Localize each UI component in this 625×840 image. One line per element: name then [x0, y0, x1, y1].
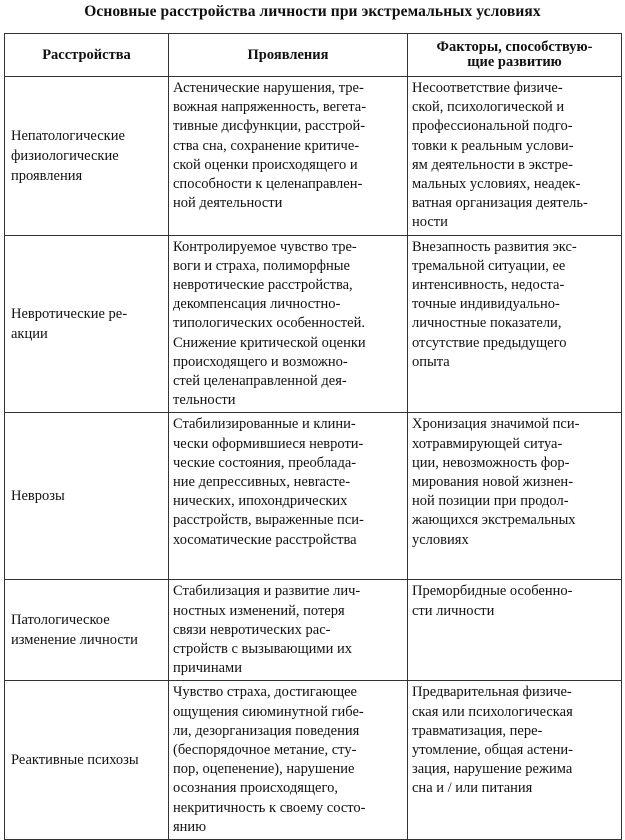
page-title: Основные расстройства личности при экстремальных условиях [84, 3, 541, 20]
manifestation-cell [169, 413, 408, 580]
cell-line: профессиональной подго- [412, 118, 573, 135]
cell-line: тельности [173, 392, 236, 409]
cell-line: Снижение критической оценки [173, 334, 366, 351]
disorder-cell [5, 580, 169, 681]
factors-cell [408, 681, 622, 840]
cell-line: ям деятельности в экстре- [412, 156, 573, 173]
cell-line: Преморбидные особенно- [412, 583, 573, 600]
cell-line: проявления [11, 167, 83, 184]
header-manifestation: Проявления [169, 34, 408, 77]
cell-line: точные индивидуально- [412, 296, 560, 313]
cell-line: физиологические [11, 147, 119, 164]
cell-line: ностных изменений, потеря [173, 602, 345, 619]
cell-line: мирования новой жизнен- [412, 474, 574, 491]
cell-line: изменение личности [11, 632, 138, 649]
cell-line: Патологическое [11, 612, 110, 629]
cell-line: пор, оцепенение), нарушение [173, 761, 355, 778]
cell-line: янию [173, 818, 207, 835]
cell-line: чески оформившиеся невроти- [173, 435, 364, 452]
cell-line: некритичность к своему состо- [173, 799, 366, 816]
cell-line: осознания происходящего, [173, 780, 338, 797]
header-factors [408, 34, 622, 77]
cell-line: Реактивные психозы [11, 752, 139, 769]
cell-line: сна и / или питания [412, 780, 533, 797]
factors-cell [408, 580, 622, 681]
cell-line: воги и страха, полиморфные [173, 257, 350, 274]
cell-line: связи невротических рас- [173, 621, 331, 638]
cell-line: Чувство страха, достигающее [173, 684, 357, 701]
cell-line: условиях [412, 531, 469, 548]
cell-line: типологических особенностей. [173, 315, 365, 332]
cell-line: способности к целенаправлен- [173, 176, 363, 193]
table-row [5, 413, 622, 580]
cell-line: ской, психологической и [412, 99, 565, 116]
cell-line: жающихся экстремальных [412, 512, 576, 529]
table-row [5, 77, 622, 236]
cell-line: Несоответствие физиче- [412, 80, 563, 96]
manifestation-cell [169, 580, 408, 681]
table-row [5, 681, 622, 840]
cell-line: интенсивность, недоста- [412, 277, 565, 294]
cell-line: Астенические нарушения, тре- [173, 80, 364, 96]
disorder-cell [5, 235, 169, 413]
manifestation-cell [169, 681, 408, 840]
table-row [5, 235, 622, 413]
cell-line: ности [412, 214, 448, 231]
cell-line: товки к реальным услови- [412, 137, 574, 154]
cell-line: Контролируемое чувство тре- [173, 238, 357, 255]
cell-line: декомпенсация личностно- [173, 296, 341, 313]
cell-line: травматизация, пере- [412, 722, 543, 739]
header-row [5, 34, 622, 77]
cell-line: тивные дисфункции, расстрой- [173, 118, 366, 135]
cell-line: утомление, общая астени- [412, 742, 573, 759]
cell-line: Неврозы [11, 488, 65, 505]
cell-line: тремальной ситуации, ее [412, 257, 566, 274]
cell-line: хотравмирующей ситуа- [412, 435, 563, 452]
manifestation-cell [169, 77, 408, 236]
cell-line: акции [11, 326, 48, 343]
cell-line: личностные показатели, [412, 315, 562, 332]
cell-line: хосоматические расстройства [173, 531, 357, 548]
cell-line: ной деятельности [173, 195, 283, 212]
disorder-cell [5, 413, 169, 580]
cell-line: нических, ипохондрических [173, 493, 348, 510]
cell-line: причинами [173, 660, 242, 677]
header-disorder: Расстройства [5, 34, 169, 77]
cell-line: опыта [412, 353, 450, 370]
cell-line: Предварительная физиче- [412, 684, 572, 701]
cell-line: ли, дезорганизация поведения [173, 722, 360, 739]
cell-line: стей целенаправленной дея- [173, 373, 347, 390]
cell-line: ощущения сиюминутной гибе- [173, 703, 364, 720]
cell-line: (беспорядочное метание, сту- [173, 742, 357, 759]
factors-cell [408, 77, 622, 236]
cell-line: ской оценки происходящего и [173, 156, 358, 173]
manifestation-cell [169, 235, 408, 413]
cell-line: отсутствие предыдущего [412, 334, 567, 351]
cell-line: ческие состояния, преоблада- [173, 454, 357, 471]
disorder-cell [5, 681, 169, 840]
factors-cell [408, 413, 622, 580]
disorder-cell [5, 77, 169, 236]
cell-line: ние депрессивных, невrасте- [173, 474, 351, 491]
cell-line: Непатологические [11, 127, 125, 144]
cell-line: зация, нарушение режима [412, 761, 573, 778]
disorders-table [4, 33, 622, 840]
cell-line: ская или психологическая [412, 703, 573, 720]
cell-line: невротические расстройства, [173, 277, 353, 294]
cell-line: расстройств, выраженные пси- [173, 512, 364, 529]
cell-line: стройств с вызывающими их [173, 641, 352, 658]
cell-line: мальных условиях, неадек- [412, 176, 581, 193]
cell-line: Внезапность развития экс- [412, 238, 577, 255]
cell-line: вожная напряженность, вегета- [173, 99, 367, 116]
factors-cell [408, 235, 622, 413]
cell-line: ватная организация деятель- [412, 195, 588, 212]
cell-line: Стабилизация и развитие лич- [173, 583, 361, 600]
cell-line: ции, невозможность фор- [412, 454, 570, 471]
cell-line: ной позиции при продол- [412, 493, 569, 510]
cell-line: Хронизация значимой пси- [412, 416, 580, 433]
cell-line: сти личности [412, 602, 495, 619]
cell-line: Невротические ре- [11, 306, 128, 323]
cell-line: Стабилизированные и клини- [173, 416, 356, 433]
header-factors-line: щие развитию [467, 54, 562, 70]
cell-line: происходящего и возможно- [173, 353, 348, 370]
header-factors-line: Факторы, способствую- [436, 39, 593, 55]
cell-line: ства сна, сохранение критиче- [173, 137, 360, 154]
table-row [5, 580, 622, 681]
